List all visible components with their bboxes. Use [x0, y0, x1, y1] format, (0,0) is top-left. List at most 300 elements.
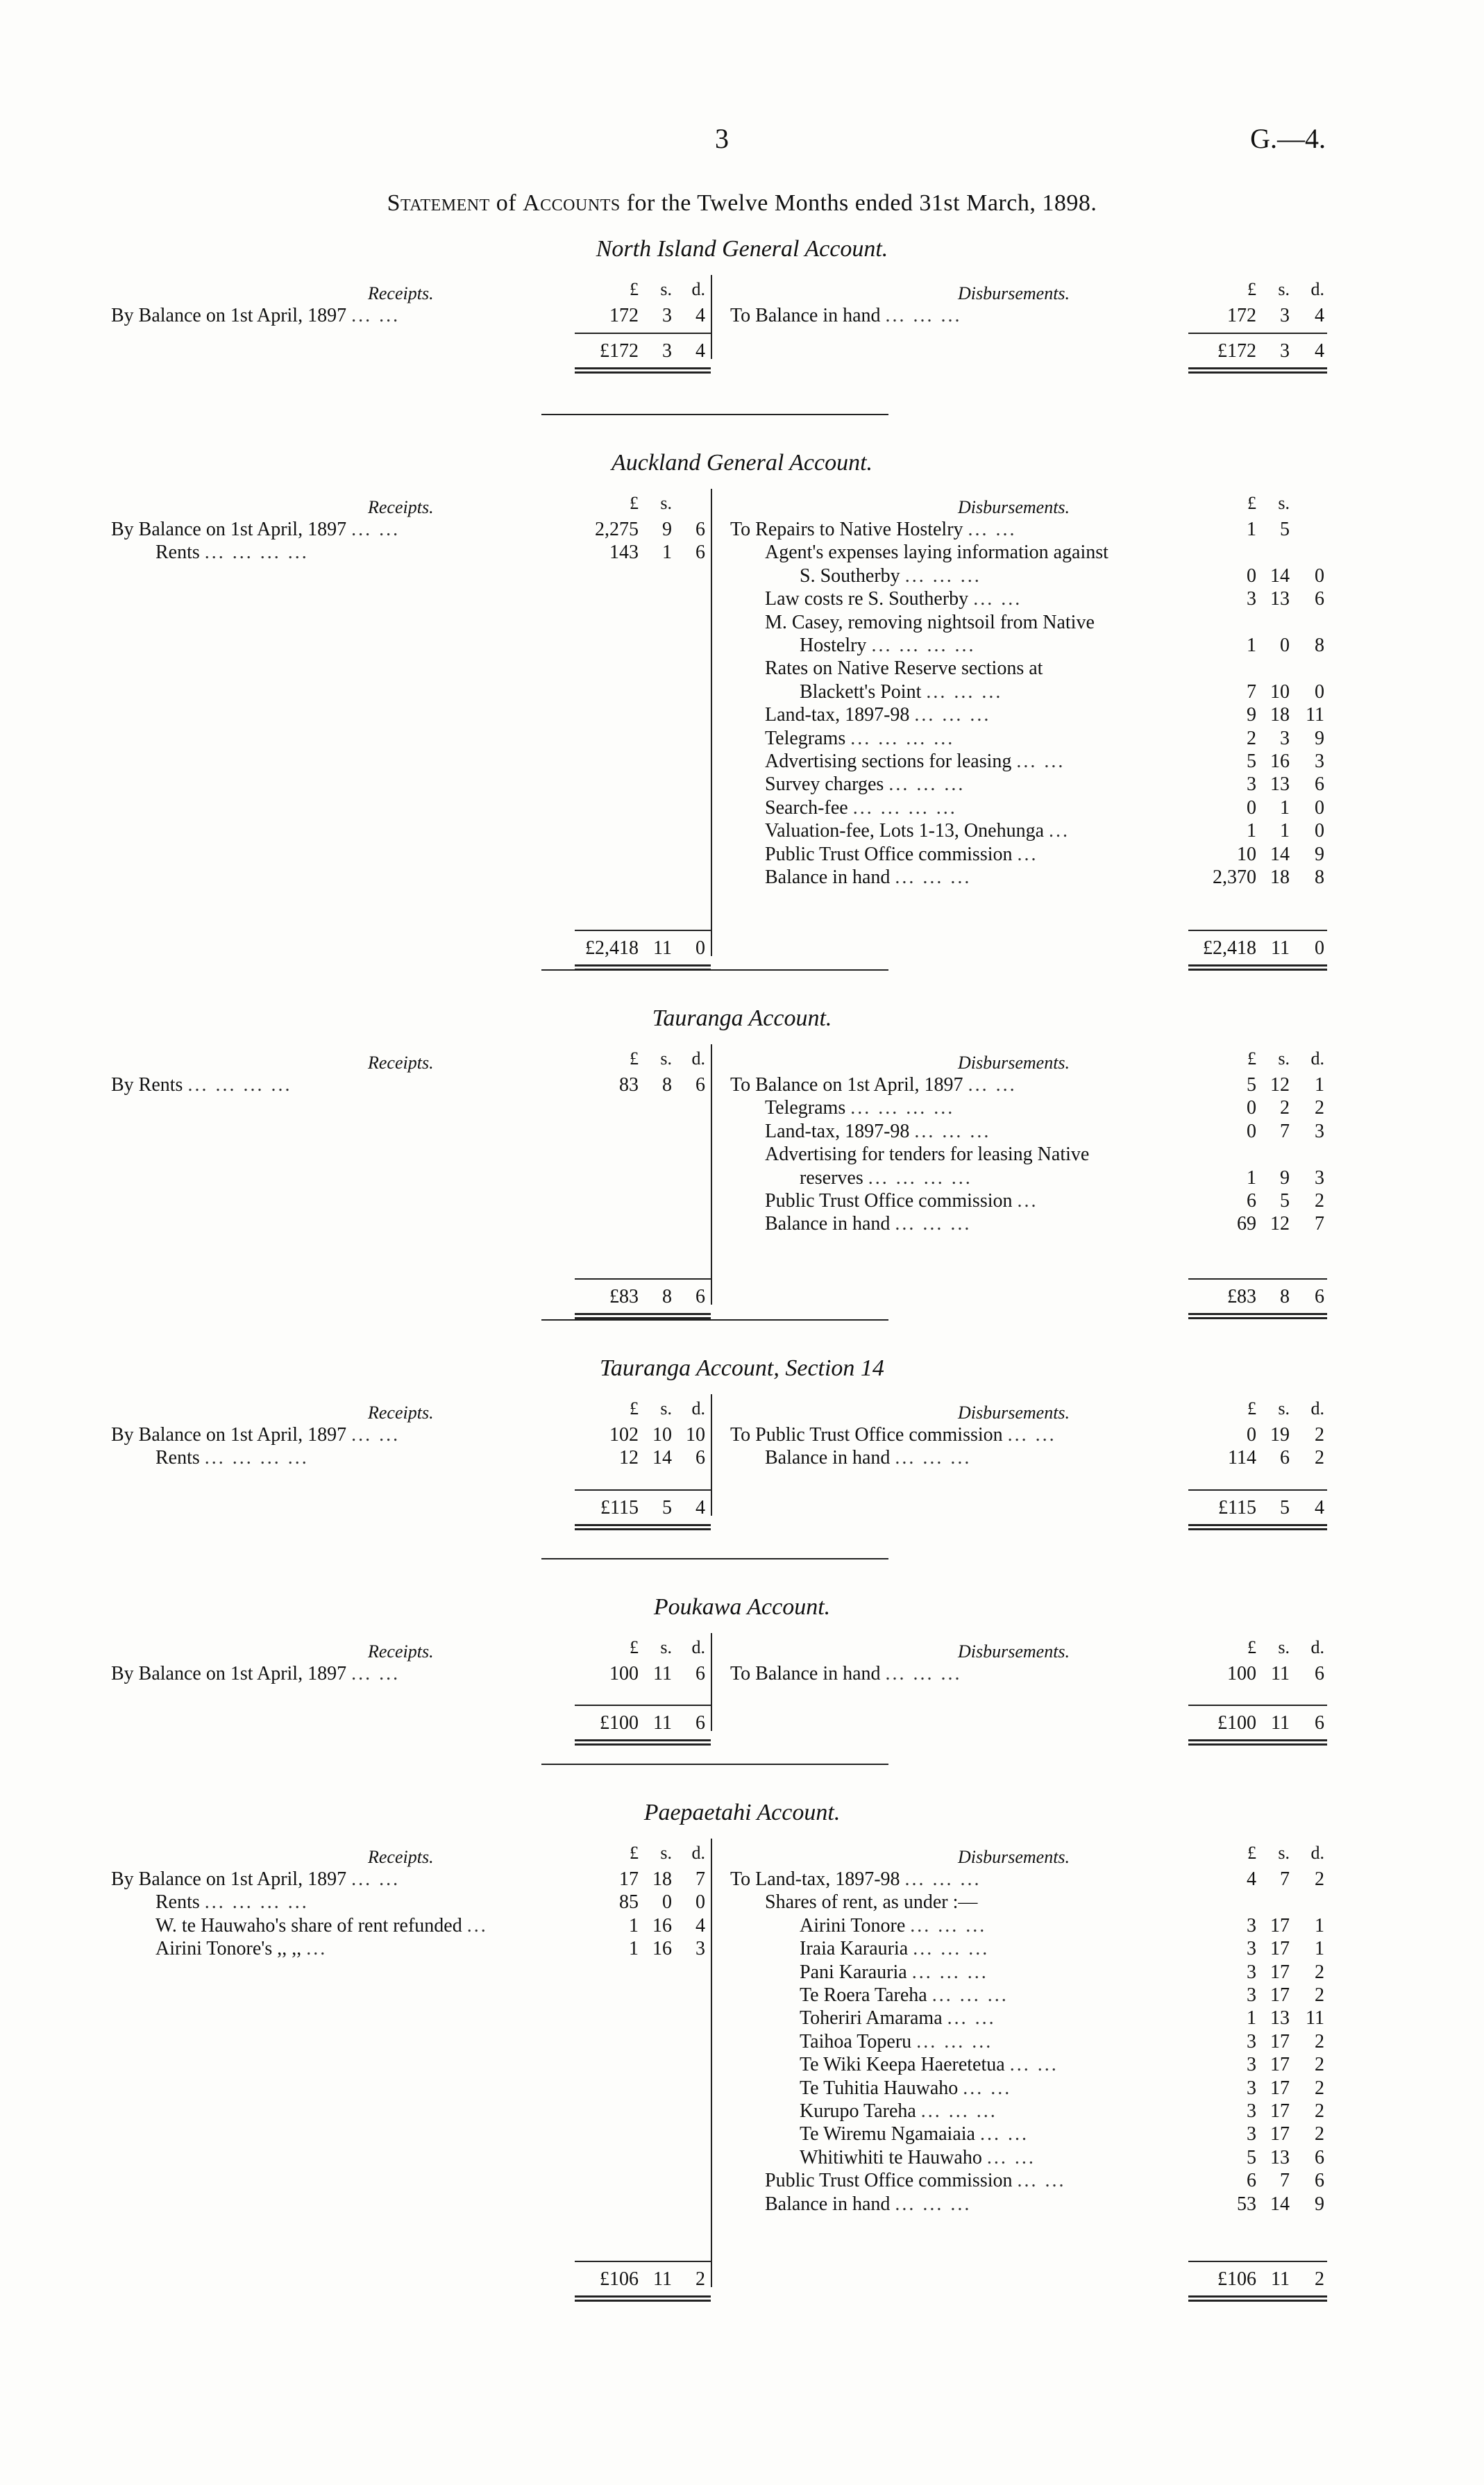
disbursement-text: Advertising sections for leasing [765, 751, 1012, 772]
disbursement-shillings: 10 [1270, 680, 1290, 703]
section-separator [541, 1558, 888, 1559]
disbursement-text: Land-tax, 1897-98 [765, 1120, 910, 1142]
disbursement-row [0, 1891, 1340, 1914]
leader-dots: ... ... ... [914, 1120, 991, 1142]
receipt-pounds: 143 [609, 542, 639, 564]
disbursement-pence: 6 [1315, 2170, 1324, 2192]
disbursement-pence: 4 [1315, 305, 1324, 326]
disbursements-total-pounds: £106 [1217, 2268, 1256, 2290]
disbursement-row [0, 680, 1340, 704]
disbursement-text: Taihoa Toperu [800, 2030, 912, 2052]
disbursement-row [0, 819, 1340, 843]
receipts-total-pounds: £115 [600, 1496, 639, 1518]
account-section-tauranga-14 [0, 1355, 1484, 1518]
disbursement-pence: 2 [1315, 1097, 1324, 1119]
disbursement-row [0, 587, 1340, 611]
disbursement-pence: 6 [1315, 588, 1324, 610]
disbursement-row [0, 773, 1340, 796]
disbursement-pounds: 3 [1247, 2077, 1256, 2099]
disbursement-row [0, 1961, 1340, 1984]
disbursement-text: Hostelry [800, 635, 867, 656]
disbursement-text: reserves [800, 1166, 863, 1189]
receipt-pounds: 85 [619, 1891, 639, 1914]
disbursement-row [0, 1143, 1340, 1166]
disbursement-shillings: 5 [1280, 1190, 1290, 1212]
disbursement-pounds: 3 [1247, 1961, 1256, 1983]
column-divider [711, 1633, 712, 1731]
disbursement-pence: 3 [1315, 1120, 1324, 1142]
disbursement-row [0, 866, 1340, 889]
receipt-pounds: 12 [619, 1447, 639, 1469]
disbursement-label [765, 796, 1194, 820]
disbursement-pence: 1 [1315, 1074, 1324, 1096]
receipt-pounds: 17 [619, 1868, 639, 1890]
receipts-heading: Receipts. [368, 497, 434, 517]
disbursement-pence: 2 [1315, 2123, 1324, 2145]
disbursement-pence: 11 [1306, 704, 1324, 726]
disbursement-label [765, 541, 1194, 564]
disbursement-label [765, 819, 1194, 843]
disbursement-label [765, 703, 1194, 727]
disbursement-text: Blackett's Point [800, 680, 922, 703]
disbursement-row [0, 1189, 1340, 1213]
receipt-text: By Balance on 1st April, 1897 [111, 1663, 347, 1684]
column-divider [711, 489, 712, 956]
disbursement-shillings: 1 [1280, 796, 1290, 819]
receipts-unit-l: £ [630, 1398, 639, 1419]
disbursement-row [0, 1096, 1340, 1120]
disbursement-pounds: 1 [1247, 635, 1256, 656]
title-rest: for the Twelve Months ended 31st March, 1898. [626, 190, 1097, 216]
disbursement-row [0, 657, 1340, 680]
disbursement-shillings: 0 [1280, 635, 1290, 656]
disbursement-shillings: 12 [1270, 1074, 1290, 1096]
disbursement-pence: 6 [1315, 1663, 1324, 1684]
leader-dots: ... ... ... ... [204, 1891, 309, 1914]
disbursements-unit-d: d. [1310, 279, 1324, 299]
disbursement-pounds: 5 [1247, 1074, 1256, 1096]
receipt-shillings: 10 [652, 1424, 672, 1446]
disbursement-text: Rates on Native Reserve sections at [765, 658, 1043, 680]
disbursement-row [0, 843, 1340, 867]
disbursement-row [0, 1212, 1340, 1236]
disbursement-label [765, 1120, 1194, 1144]
document-title [0, 190, 1484, 217]
disbursements-unit-s: s. [1278, 279, 1290, 299]
disbursements-total-rule [1188, 2261, 1327, 2262]
leader-dots: ... ... [351, 519, 400, 540]
disbursement-text: Survey charges [765, 773, 884, 796]
disbursement-pounds: 3 [1247, 1938, 1256, 1960]
disbursement-text: Advertising for tenders for leasing Native [765, 1144, 1090, 1166]
disbursement-label [800, 634, 1194, 658]
receipt-pounds: 1 [629, 1938, 639, 1960]
column-divider [711, 1044, 712, 1305]
disbursement-shillings: 1 [1280, 820, 1290, 842]
receipt-pounds: 100 [609, 1663, 639, 1684]
disbursement-shillings: 16 [1270, 751, 1290, 772]
disbursement-text: Agent's expenses laying information against [765, 542, 1108, 564]
section-title: Tauranga Account. [652, 1005, 832, 1031]
disbursement-text: To Balance on 1st April, 1897 [730, 1074, 963, 1096]
receipts-total-pence: 0 [695, 937, 705, 959]
leader-dots: ... ... ... ... [187, 1074, 292, 1096]
receipts-unit-l: £ [630, 493, 639, 513]
receipt-text: By Balance on 1st April, 1897 [111, 305, 347, 326]
receipt-shillings: 8 [662, 1074, 672, 1096]
disbursements-unit-d: d. [1310, 1398, 1324, 1419]
disbursement-row [0, 1423, 1340, 1447]
disbursements-total-rule [1188, 930, 1327, 931]
disbursement-text: Balance in hand [765, 867, 891, 888]
disbursement-label [730, 1073, 1194, 1097]
disbursement-pounds: 0 [1247, 1120, 1256, 1142]
disbursement-pounds: 3 [1247, 1984, 1256, 2006]
disbursements-total-shillings: 11 [1271, 1712, 1290, 1734]
receipt-pence: 4 [695, 305, 705, 326]
disbursement-pence: 9 [1315, 2193, 1324, 2215]
disbursement-label [730, 1423, 1194, 1447]
disbursement-pounds: 5 [1247, 751, 1256, 772]
disbursement-shillings: 17 [1270, 2077, 1290, 2099]
disbursement-text: Toheriri Amarama [800, 2007, 943, 2030]
disbursements-unit-l: £ [1247, 1398, 1256, 1419]
section-separator [541, 1764, 888, 1765]
leader-dots: ... ... [986, 2146, 1036, 2168]
disbursement-text: Iraia Karauria [800, 1938, 909, 1960]
receipts-total-rule [575, 333, 711, 334]
section-title: North Island General Account. [596, 236, 888, 262]
disbursement-text: Te Tuhitia Hauwaho [800, 2077, 959, 2099]
disbursement-text: Public Trust Office commission [765, 843, 1013, 865]
leader-dots: ... [466, 1914, 488, 1936]
disbursement-label [765, 611, 1194, 635]
disbursement-shillings: 3 [1280, 305, 1290, 326]
disbursement-row [0, 2007, 1340, 2030]
disbursement-shillings: 3 [1280, 727, 1290, 749]
leader-dots: ... ... [968, 519, 1017, 540]
disbursement-pounds: 69 [1237, 1213, 1256, 1235]
disbursement-pounds: 0 [1247, 1097, 1256, 1119]
disbursements-heading: Disbursements. [958, 497, 1070, 517]
disbursement-pounds: 53 [1237, 2193, 1256, 2215]
disbursement-label [765, 750, 1194, 773]
disbursement-text: Balance in hand [765, 1213, 891, 1235]
disbursements-total [0, 1496, 1340, 1520]
disbursement-label [730, 304, 1194, 328]
receipts-double-rule [575, 1739, 711, 1746]
disbursement-pounds: 2 [1247, 727, 1256, 749]
disbursement-row [0, 1073, 1340, 1097]
disbursement-row [0, 2100, 1340, 2123]
leader-dots: ... ... [1017, 2170, 1066, 2192]
disbursement-row [0, 703, 1340, 727]
section-title: Poukawa Account. [653, 1594, 831, 1620]
leader-dots: ... ... [963, 2077, 1012, 2099]
receipt-shillings: 16 [652, 1914, 672, 1936]
disbursements-total [0, 937, 1340, 960]
disbursement-shillings: 13 [1270, 2146, 1290, 2168]
disbursement-pounds: 2,370 [1213, 867, 1256, 888]
disbursement-shillings: 7 [1280, 2170, 1290, 2192]
disbursement-pounds: 114 [1228, 1447, 1256, 1469]
leader-dots: ... [1017, 843, 1038, 865]
receipts-total-pounds: £172 [600, 340, 639, 362]
leader-dots: ... ... ... [916, 2030, 993, 2052]
disbursement-label [765, 2193, 1194, 2216]
receipts-unit-d: d. [691, 1637, 705, 1657]
receipts-total-shillings: 8 [662, 1286, 672, 1308]
leader-dots: ... ... [351, 305, 400, 326]
leader-dots: ... ... ... [931, 1984, 1009, 2006]
receipt-text: By Balance on 1st April, 1897 [111, 519, 347, 540]
disbursement-shillings: 7 [1280, 1120, 1290, 1142]
disbursements-unit-s: s. [1278, 1843, 1290, 1863]
leader-dots: ... ... ... ... [871, 635, 976, 656]
disbursements-total [0, 1285, 1340, 1309]
leader-dots: ... ... ... ... [852, 796, 957, 819]
disbursement-label [730, 1662, 1194, 1686]
document-reference: G.—4. [1250, 123, 1326, 154]
disbursement-pence: 2 [1315, 2030, 1324, 2052]
disbursement-label [765, 1189, 1194, 1213]
disbursement-pounds: 3 [1247, 2054, 1256, 2076]
disbursement-row [0, 634, 1340, 658]
leader-dots: ... ... ... ... [868, 1166, 972, 1189]
leader-dots: ... ... ... ... [850, 1097, 955, 1119]
disbursement-text: Te Wiki Keepa Haeretetua [800, 2054, 1005, 2076]
receipts-double-rule [575, 2295, 711, 2302]
receipt-pence: 6 [695, 542, 705, 564]
disbursement-pounds: 1 [1247, 820, 1256, 842]
disbursement-shillings: 7 [1280, 1868, 1290, 1890]
receipt-pence: 3 [695, 1938, 705, 1960]
disbursement-text: To Repairs to Native Hostelry [730, 519, 963, 540]
disbursements-total-pounds: £83 [1227, 1286, 1256, 1308]
leader-dots: ... ... ... [885, 1663, 962, 1684]
receipt-text: Airini Tonore's ,, ,, [155, 1938, 302, 1960]
disbursements-double-rule [1188, 1313, 1327, 1319]
disbursements-total-pounds: £115 [1218, 1496, 1256, 1518]
account-section-north-island [0, 236, 1484, 362]
disbursement-pence: 6 [1315, 773, 1324, 796]
receipt-pence: 6 [695, 1663, 705, 1684]
disbursement-pence: 11 [1306, 2007, 1324, 2030]
leader-dots: ... ... ... [904, 564, 981, 587]
receipt-pounds: 172 [609, 305, 639, 326]
receipts-unit-d: d. [691, 279, 705, 299]
disbursement-pence: 2 [1315, 1961, 1324, 1983]
disbursement-pence: 3 [1315, 751, 1324, 772]
section-separator [541, 969, 888, 971]
disbursement-pounds: 1 [1247, 2007, 1256, 2030]
leader-dots: ... ... ... [895, 1213, 972, 1235]
leader-dots: ... ... ... [910, 1914, 987, 1936]
disbursements-heading: Disbursements. [958, 283, 1070, 303]
disbursements-unit-d: d. [1310, 1843, 1324, 1863]
disbursement-row [0, 1120, 1340, 1144]
disbursement-row [0, 1914, 1340, 1938]
disbursement-row [0, 518, 1340, 542]
receipts-heading: Receipts. [368, 1053, 434, 1073]
title-statement: Statement [387, 190, 490, 216]
disbursement-shillings: 13 [1270, 588, 1290, 610]
leader-dots: ... [1017, 1190, 1038, 1212]
disbursements-total-rule [1188, 1705, 1327, 1706]
receipts-heading: Receipts. [368, 1641, 434, 1662]
disbursement-pounds: 6 [1247, 2170, 1256, 2192]
column-divider [711, 275, 712, 359]
disbursement-row [0, 1166, 1340, 1190]
disbursement-pence: 0 [1315, 680, 1324, 703]
disbursements-double-rule [1188, 1524, 1327, 1530]
receipts-double-rule [575, 1313, 711, 1319]
disbursement-row [0, 727, 1340, 751]
leader-dots: ... ... ... [895, 867, 972, 888]
section-title: Tauranga Account, Section 14 [600, 1355, 884, 1381]
disbursement-pounds: 0 [1247, 796, 1256, 819]
disbursement-shillings: 18 [1270, 704, 1290, 726]
receipts-total-pence: 6 [695, 1286, 705, 1308]
disbursement-shillings: 17 [1270, 1938, 1290, 1960]
disbursement-row [0, 2193, 1340, 2216]
disbursement-shillings: 5 [1280, 519, 1290, 540]
disbursements-total-pence: 2 [1315, 2268, 1324, 2290]
receipt-pounds: 102 [609, 1424, 639, 1446]
disbursements-total-pence: 6 [1315, 1712, 1324, 1734]
disbursement-pounds: 1 [1247, 1166, 1256, 1189]
receipts-unit-l: £ [630, 279, 639, 299]
leader-dots: ... ... ... [926, 680, 1003, 703]
disbursement-row [0, 2146, 1340, 2170]
disbursement-row [0, 2077, 1340, 2100]
disbursement-pence: 1 [1315, 1938, 1324, 1960]
disbursement-text: To Public Trust Office commission [730, 1424, 1003, 1446]
receipt-shillings: 11 [653, 1663, 672, 1684]
disbursement-row [0, 2123, 1340, 2146]
disbursement-pence: 2 [1315, 1447, 1324, 1469]
receipts-total-rule [575, 1489, 711, 1491]
disbursement-shillings: 11 [1271, 1663, 1290, 1684]
disbursement-shillings: 9 [1280, 1166, 1290, 1189]
leader-dots: ... ... ... [895, 2193, 972, 2215]
receipt-pence: 0 [695, 1891, 705, 1914]
disbursement-text: Whitiwhiti te Hauwaho [800, 2146, 982, 2168]
section-separator [541, 414, 888, 415]
disbursement-text: Pani Karauria [800, 1961, 907, 1983]
receipt-shillings: 3 [662, 305, 672, 326]
disbursement-label [800, 2146, 1194, 2170]
leader-dots: ... ... ... [920, 2100, 997, 2122]
disbursements-unit-l: £ [1247, 493, 1256, 513]
disbursements-double-rule [1188, 2295, 1327, 2302]
disbursement-label [765, 2169, 1194, 2193]
leader-dots: ... ... [1007, 1424, 1056, 1446]
disbursement-text: Public Trust Office commission [765, 2170, 1013, 2192]
disbursement-text: Valuation-fee, Lots 1-13, Onehunga [765, 820, 1044, 842]
disbursement-shillings: 17 [1270, 1961, 1290, 1983]
receipts-total-shillings: 11 [653, 937, 672, 959]
receipt-pence: 7 [695, 1868, 705, 1890]
disbursement-label [800, 2007, 1194, 2030]
leader-dots: ... ... [351, 1424, 400, 1446]
disbursement-label [765, 587, 1194, 611]
disbursements-heading: Disbursements. [958, 1403, 1070, 1423]
disbursement-text: Kurupo Tareha [800, 2100, 916, 2122]
disbursement-text: Law costs re S. Southerby [765, 588, 969, 610]
receipts-unit-s: s. [660, 493, 672, 513]
leader-dots: ... ... [351, 1663, 400, 1684]
disbursement-shillings: 6 [1280, 1447, 1290, 1469]
disbursements-unit-d: d. [1310, 1637, 1324, 1657]
receipts-double-rule [575, 367, 711, 374]
disbursement-row [0, 304, 1340, 328]
disbursement-shillings: 17 [1270, 2100, 1290, 2122]
disbursements-unit-l: £ [1247, 279, 1256, 299]
leader-dots: ... ... [947, 2007, 996, 2030]
disbursements-heading: Disbursements. [958, 1847, 1070, 1867]
receipt-shillings: 14 [652, 1447, 672, 1469]
disbursement-pounds: 4 [1247, 1868, 1256, 1890]
receipts-total-rule [575, 1705, 711, 1706]
disbursement-row [0, 1662, 1340, 1686]
disbursement-row [0, 541, 1340, 564]
receipts-total-pounds: £106 [600, 2268, 639, 2290]
account-section-poukawa [0, 1594, 1484, 1734]
disbursement-label [765, 1891, 1194, 1914]
receipts-unit-l: £ [630, 1843, 639, 1863]
receipts-total-pounds: £100 [600, 1712, 639, 1734]
receipts-total-shillings: 11 [653, 2268, 672, 2290]
receipts-total-pence: 4 [695, 1496, 705, 1518]
disbursements-total-pence: 0 [1315, 937, 1324, 959]
disbursement-text: To Balance in hand [730, 305, 881, 326]
account-section-paepaetahi [0, 1800, 1484, 2290]
disbursements-double-rule [1188, 964, 1327, 971]
disbursement-shillings: 18 [1270, 867, 1290, 888]
leader-dots: ... ... [979, 2123, 1029, 2145]
receipts-double-rule [575, 1524, 711, 1530]
disbursement-row [0, 1984, 1340, 2007]
disbursement-pence: 9 [1315, 843, 1324, 865]
disbursement-pounds: 3 [1247, 773, 1256, 796]
disbursement-label [800, 2100, 1194, 2123]
receipt-pence: 4 [695, 1914, 705, 1936]
receipts-total-pounds: £2,418 [585, 937, 639, 959]
disbursement-row [0, 796, 1340, 820]
receipts-unit-s: s. [660, 279, 672, 299]
disbursements-total [0, 1712, 1340, 1735]
receipt-text: Rents [155, 1891, 200, 1914]
disbursement-row [0, 1937, 1340, 1961]
disbursements-total-pence: 6 [1315, 1286, 1324, 1308]
disbursement-pounds: 7 [1247, 680, 1256, 703]
disbursements-total-pounds: £2,418 [1203, 937, 1256, 959]
disbursement-shillings: 17 [1270, 2054, 1290, 2076]
disbursement-row [0, 1446, 1340, 1470]
leader-dots: ... ... ... ... [850, 727, 955, 749]
disbursement-label [800, 1166, 1194, 1190]
disbursement-text: Balance in hand [765, 2193, 891, 2215]
disbursement-label [800, 2053, 1194, 2077]
disbursement-label [800, 1914, 1194, 1938]
disbursements-total-pounds: £172 [1217, 340, 1256, 362]
disbursement-text: To Balance in hand [730, 1663, 881, 1684]
receipt-shillings: 16 [652, 1938, 672, 1960]
disbursements-double-rule [1188, 1739, 1327, 1746]
leader-dots: ... ... ... [895, 1447, 972, 1469]
disbursement-pounds: 3 [1247, 2123, 1256, 2145]
